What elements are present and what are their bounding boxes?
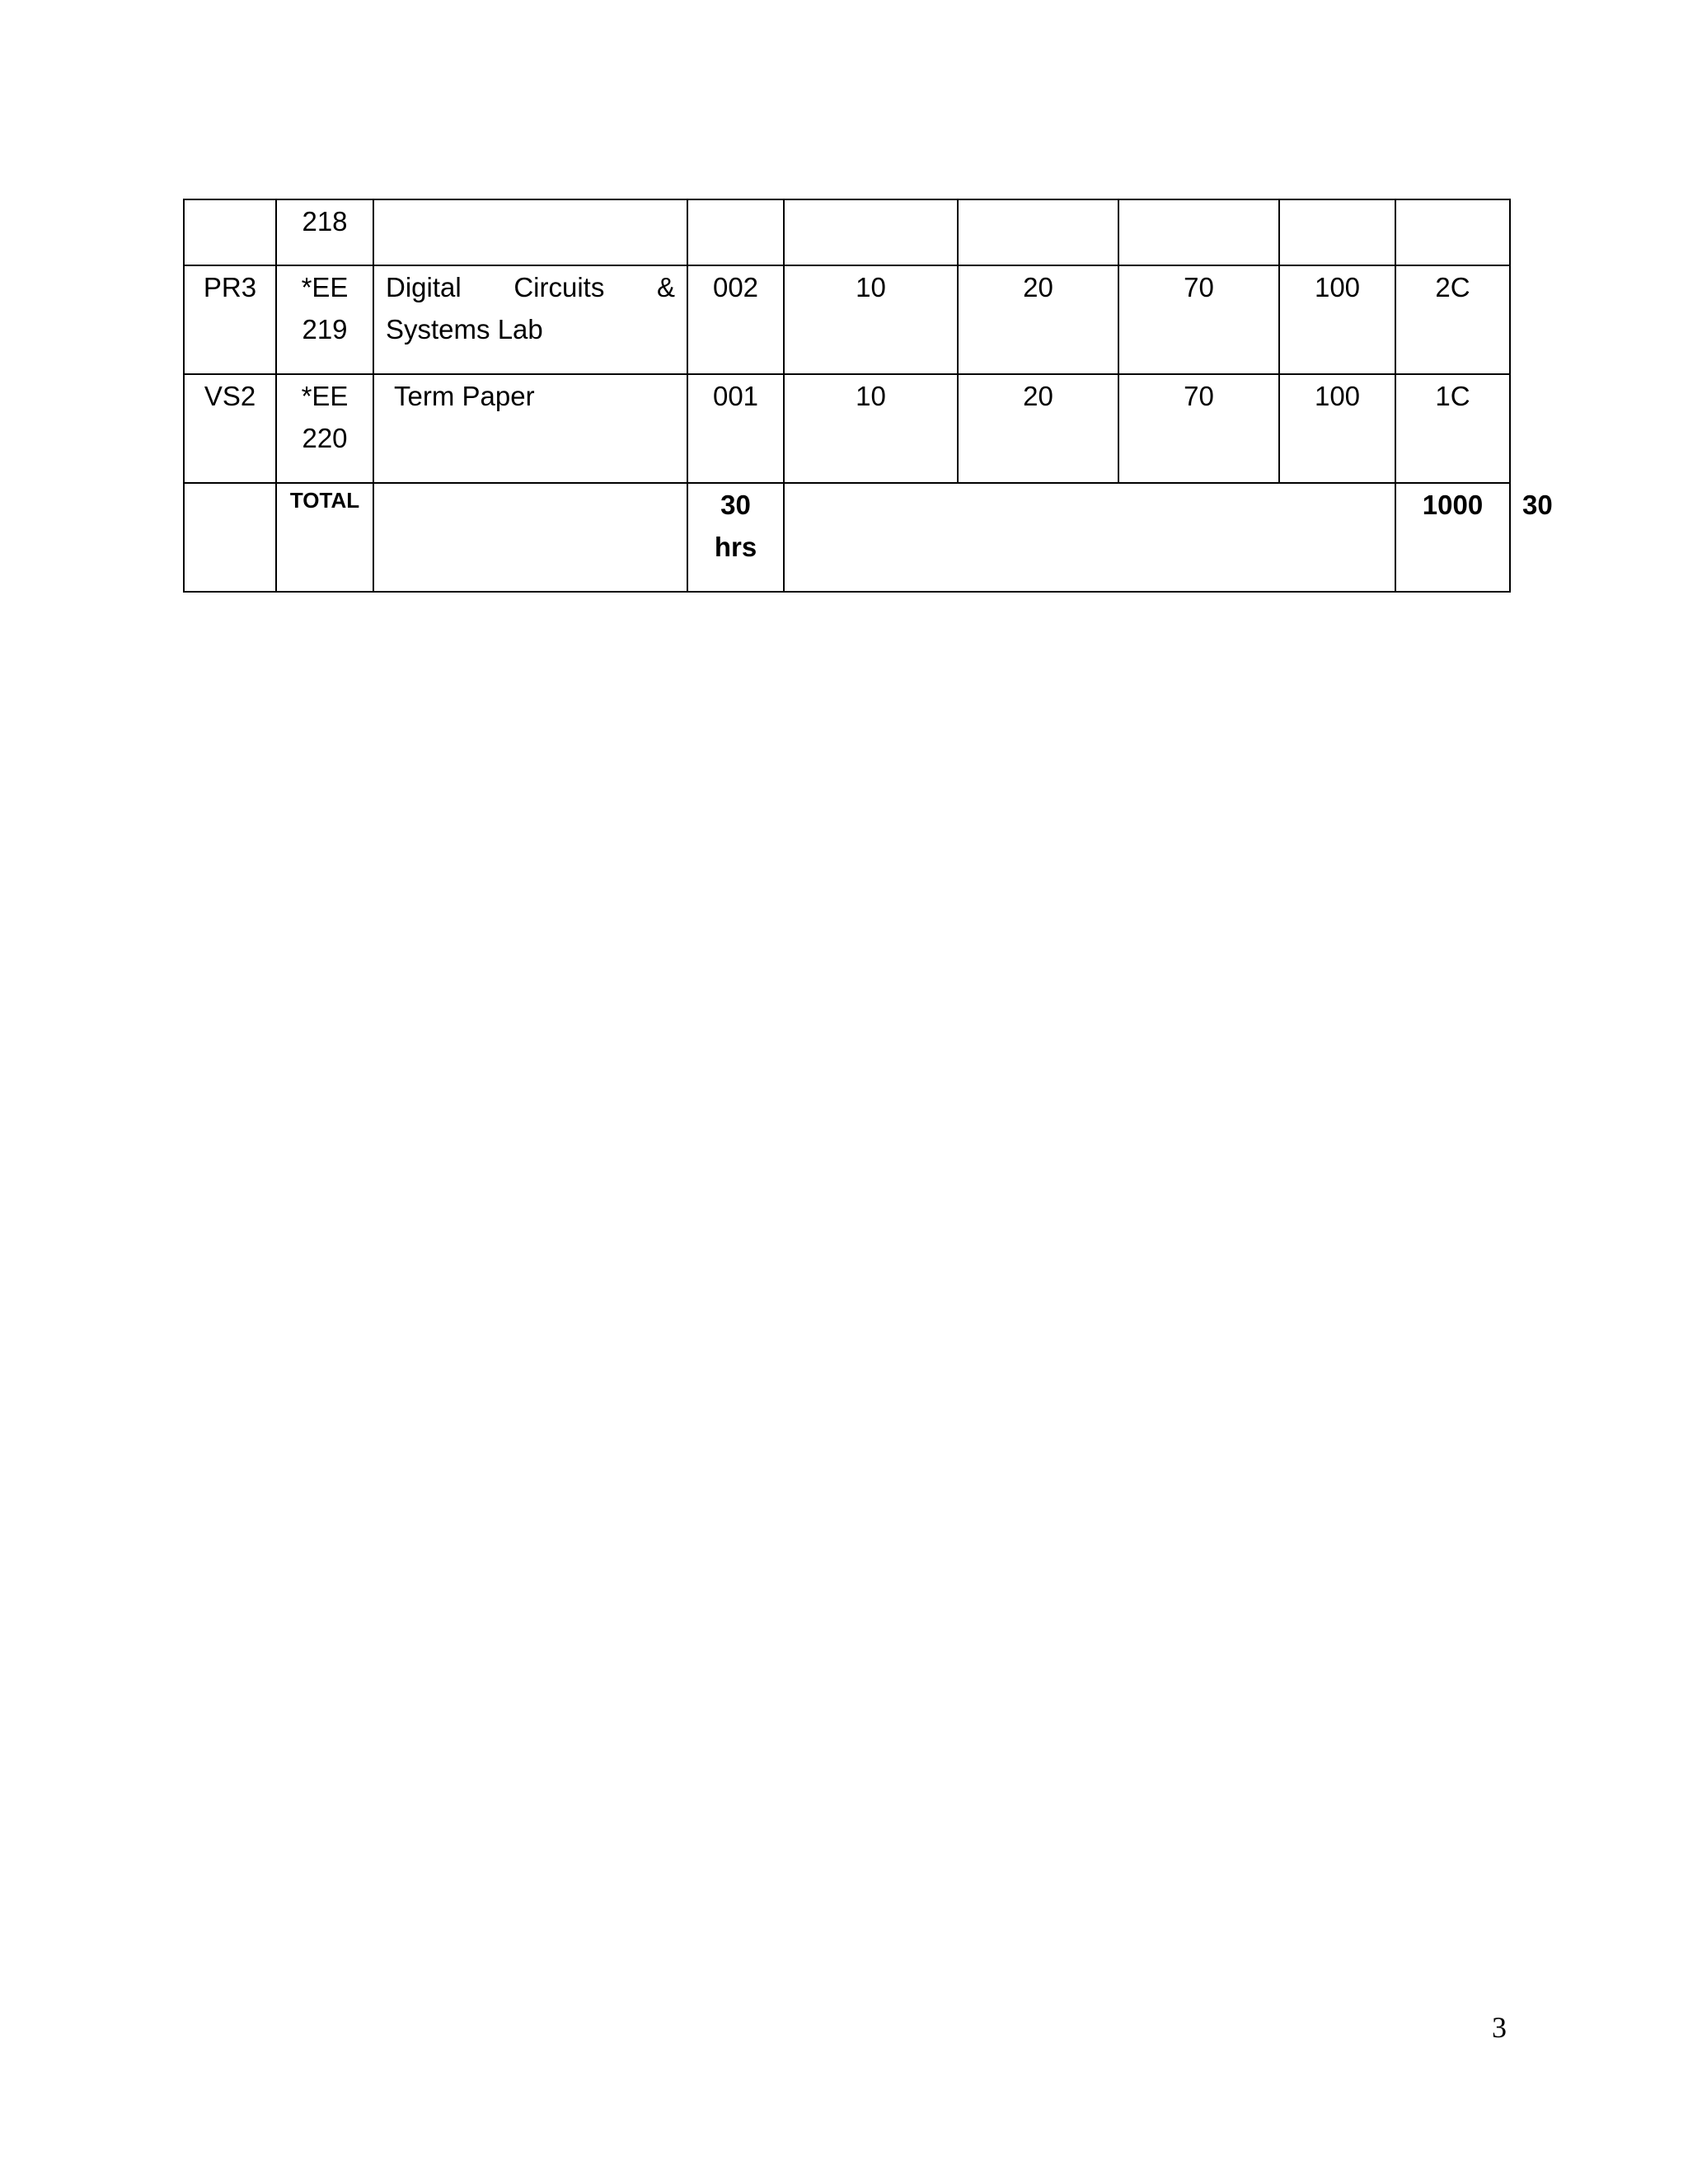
merged-marks-cell <box>784 483 1395 592</box>
total-hours-unit: hrs <box>714 532 757 562</box>
course-title-line: Systems Lab <box>386 314 543 344</box>
total-hours-cell <box>687 483 784 592</box>
ltp-cell: 002 <box>687 265 784 374</box>
category-cell <box>184 483 276 592</box>
total-label-cell <box>276 483 373 592</box>
table-row <box>184 199 1510 265</box>
page-number: 3 <box>1492 2011 1507 2044</box>
course-title-cell <box>373 374 687 483</box>
total-marks-value: 1000 <box>1422 490 1484 520</box>
marks-cell-1 <box>784 199 958 265</box>
credits-cell <box>1395 199 1510 265</box>
course-code-number: 218 <box>302 206 348 237</box>
course-code-cell <box>276 265 373 374</box>
category-cell: VS2 <box>184 374 276 483</box>
total-label: TOTAL <box>289 488 360 513</box>
course-table <box>183 199 1553 593</box>
table-total-row <box>184 483 1510 592</box>
course-code-number: 219 <box>302 314 348 344</box>
category-cell: PR3 <box>184 265 276 374</box>
credits-cell: 2C <box>1395 265 1510 374</box>
marks-cell-3: 70 <box>1118 265 1279 374</box>
total-credits-value: 30 <box>1522 490 1553 520</box>
course-code-prefix: *EE <box>301 381 349 411</box>
course-code-cell <box>276 199 373 265</box>
marks-cell-2: 20 <box>958 374 1118 483</box>
total-marks-cell: 100 <box>1279 374 1395 483</box>
table-row <box>184 374 1510 483</box>
course-code-prefix: *EE <box>301 272 349 302</box>
marks-cell-1: 10 <box>784 265 958 374</box>
total-hours-value: 30 <box>720 490 751 520</box>
course-title-cell <box>373 199 687 265</box>
credits-cell: 1C <box>1395 374 1510 483</box>
course-title-line: Term Paper <box>394 381 535 411</box>
total-marks-cell: 100 <box>1279 265 1395 374</box>
course-code-cell <box>276 374 373 483</box>
marks-cell-2 <box>958 199 1118 265</box>
ltp-cell: 001 <box>687 374 784 483</box>
course-title-cell <box>373 265 687 374</box>
table-row <box>184 265 1510 374</box>
course-code-number: 220 <box>302 423 348 453</box>
total-marks-cell <box>1395 483 1510 592</box>
category-cell <box>184 199 276 265</box>
marks-cell-3 <box>1118 199 1279 265</box>
course-title-line: Digital Circuits & <box>386 272 675 302</box>
total-marks-cell <box>1279 199 1395 265</box>
marks-cell-2: 20 <box>958 265 1118 374</box>
ltp-cell <box>687 199 784 265</box>
course-title-cell <box>373 483 687 592</box>
marks-cell-1: 10 <box>784 374 958 483</box>
marks-cell-3: 70 <box>1118 374 1279 483</box>
